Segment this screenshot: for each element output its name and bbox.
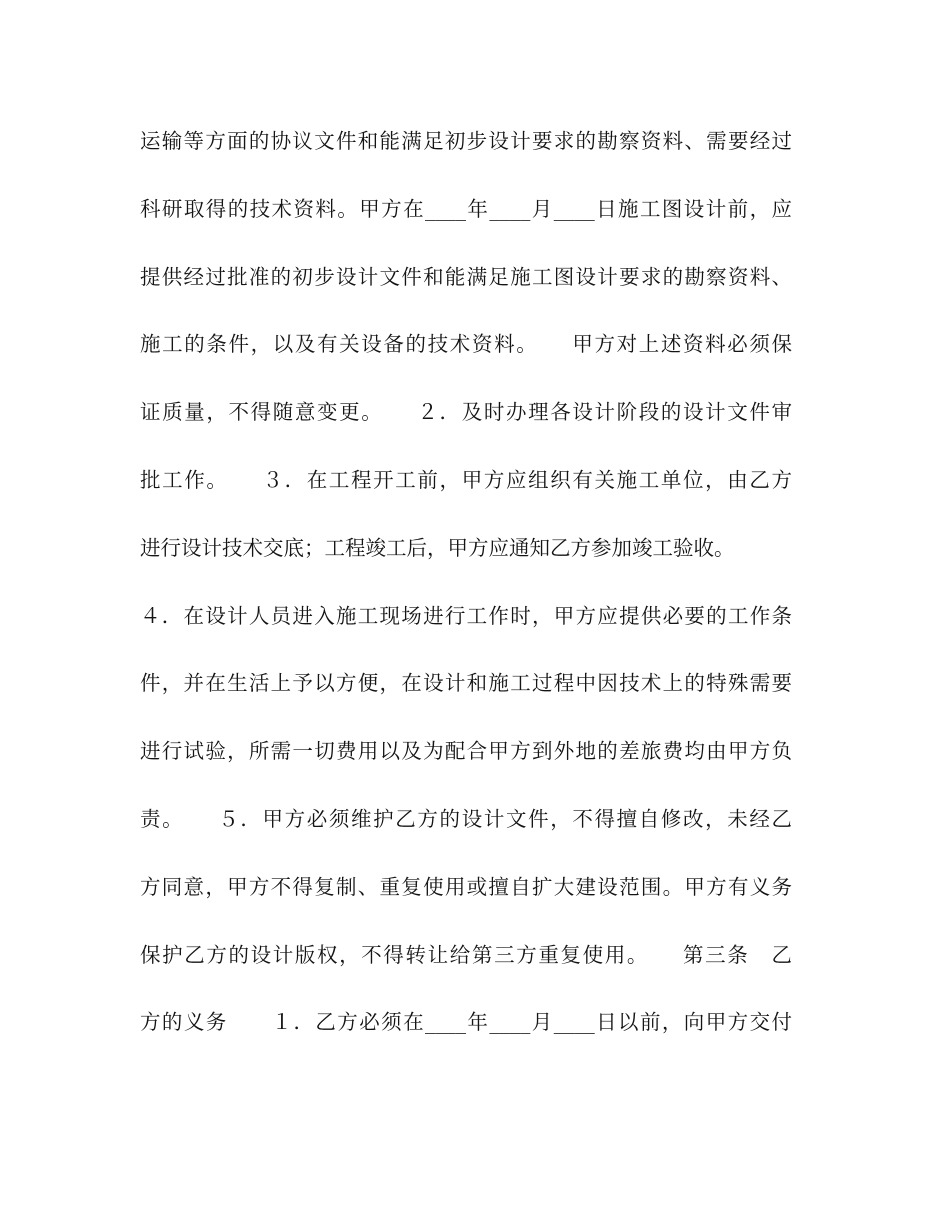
text-line: 施工的条件，以及有关设备的技术资料。 甲方对上述资料必须保 [140,332,792,357]
text-line: 科研取得的技术资料。甲方在____年____月____日施工图设计前，应 [140,196,792,221]
text-line: 进行设计技术交底；工程竣工后，甲方应通知乙方参加竣工验收。 [140,535,735,560]
text-line: 方的义务 １．乙方必须在____年____月____日以前，向甲方交付 [140,1010,792,1035]
text-line: ４．在设计人员进入施工现场进行工作时，甲方应提供必要的工作条 [140,603,792,628]
text-line: 责。 ５．甲方必须维护乙方的设计文件，不得擅自修改，未经乙 [140,806,792,831]
contract-body-text [140,118,792,1067]
text-line: 证质量，不得随意变更。 ２．及时办理各设计阶段的设计文件审 [140,400,792,425]
text-line: 提供经过批准的初步设计文件和能满足施工图设计要求的勘察资料、 [140,264,792,289]
text-line: 保护乙方的设计版权，不得转让给第三方重复使用。 第三条 乙 [140,942,792,967]
text-line: 进行试验，所需一切费用以及为配合甲方到外地的差旅费均由甲方负 [140,739,792,764]
text-line: 运输等方面的协议文件和能满足初步设计要求的勘察资料、需要经过 [140,129,792,153]
text-line: 批工作。 ３．在工程开工前，甲方应组织有关施工单位，由乙方 [140,467,792,492]
text-line: 方同意，甲方不得复制、重复使用或擅自扩大建设范围。甲方有义务 [140,874,792,899]
text-line: 件，并在生活上予以方便，在设计和施工过程中因技术上的特殊需要 [140,671,792,696]
